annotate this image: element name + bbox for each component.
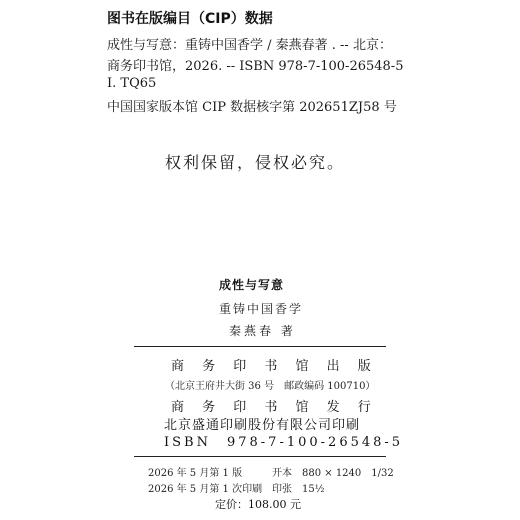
format-info: 开本 880 × 1240 1/32 (272, 468, 394, 479)
cip-line-isbn: 商务印书馆，2026. -- ISBN 978-7-100-26548-5 (107, 59, 404, 74)
book-title: 成性与写意 (219, 278, 285, 292)
cip-line-record-number: 中国国家版本馆 CIP 数据核字第 202651ZJ58 号 (107, 100, 397, 115)
cip-line-classification: I. TQ65 (107, 76, 157, 91)
isbn: ISBN 978-7-100-26548-5 (164, 435, 404, 450)
divider-top (134, 346, 386, 347)
printing-info: 2026 年 5 月第 1 次印刷 (148, 484, 263, 495)
cip-heading: 图书在版编目（CIP）数据 (107, 11, 273, 27)
price: 定价：108.00 元 (215, 498, 301, 511)
publisher-name: 商 务 印 书 馆 出 版 (171, 359, 378, 374)
edition-info: 2026 年 5 月第 1 版 (148, 468, 243, 479)
divider-bottom (134, 456, 386, 457)
rights-notice: 权利保留，侵权必究。 (165, 153, 346, 172)
publisher-address: （北京王府井大街 36 号 邮政编码 100710） (165, 381, 376, 392)
sheets-info: 印张 15½ (272, 484, 325, 495)
book-author: 秦燕春 著 (229, 324, 296, 338)
cip-line-title: 成性与写意：重铸中国香学 / 秦燕春著 . -- 北京： (107, 38, 392, 53)
book-subtitle: 重铸中国香学 (219, 302, 304, 316)
distributor: 商 务 印 书 馆 发 行 (171, 400, 378, 415)
printer: 北京盛通印刷股份有限公司印刷 (164, 418, 361, 433)
